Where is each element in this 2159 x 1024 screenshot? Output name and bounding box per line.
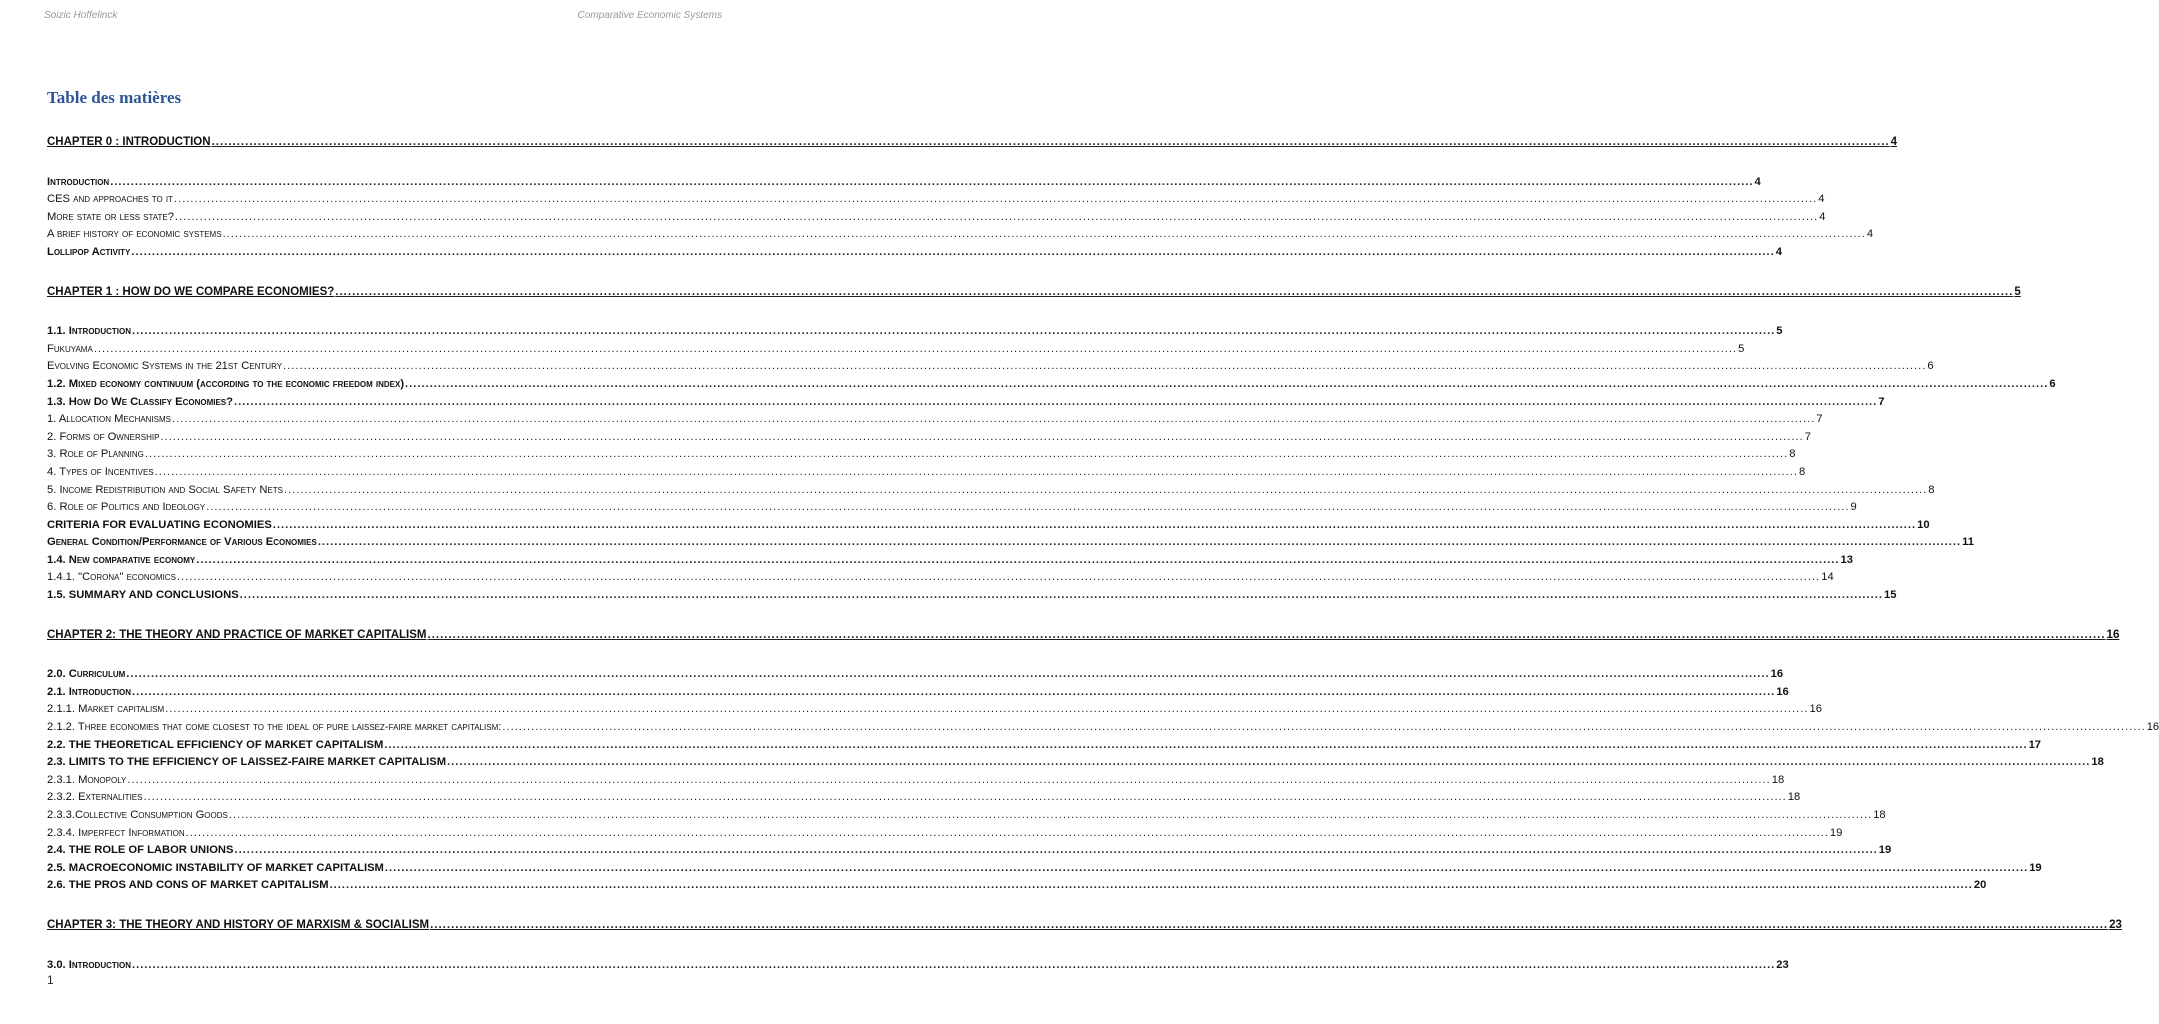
toc-entry[interactable] xyxy=(47,464,1806,482)
toc-page-number: 18 xyxy=(1873,809,1886,821)
header-course: Comparative Economic Systems xyxy=(577,10,722,21)
toc-page-number: 4 xyxy=(1819,210,1826,223)
toc-entry-title: 2.3.4. Imperfect Information xyxy=(47,826,185,839)
toc-page-number: 16 xyxy=(2146,721,2159,734)
toc-entry[interactable] xyxy=(47,825,1843,843)
toc-dot-leader: ................................................................................................................................................................................................................................................................................................................................................................................................................ xyxy=(131,958,1776,971)
toc-dot-leader: ................................................................................................................................................................................................................................................................................................................................................................................................................ xyxy=(233,395,1878,408)
toc-dot-leader: ................................................................................................................................................................................................................................................................................................................................................................................................................ xyxy=(384,861,2029,874)
toc-page-number: 4 xyxy=(1775,245,1782,258)
toc-entry[interactable] xyxy=(47,446,1796,464)
toc-page-number: 4 xyxy=(1866,228,1874,241)
toc-dot-leader: ................................................................................................................................................................................................................................................................................................................................................................................................................ xyxy=(427,628,2106,641)
toc-entry[interactable] xyxy=(47,376,2056,394)
toc-page-number: 6 xyxy=(2049,377,2056,390)
toc-entry-title: 1.4.1. "Corona" economics xyxy=(47,571,176,584)
toc-page-number: 9 xyxy=(1850,501,1857,514)
toc-entry-title: 4. Types of Incentives xyxy=(47,465,154,478)
toc-page-number: 10 xyxy=(1917,518,1930,531)
toc-entry[interactable] xyxy=(47,860,2042,878)
toc-entry[interactable] xyxy=(47,842,1892,860)
toc-page-number: 5 xyxy=(1776,325,1783,338)
toc-entry-title: 2.3.3.Collective Consumption Goods xyxy=(47,809,228,821)
toc-dot-leader: ................................................................................................................................................................................................................................................................................................................................................................................................................ xyxy=(131,245,1775,258)
toc-page-number: 19 xyxy=(2029,861,2042,874)
toc-chapter-entry[interactable] xyxy=(47,917,2122,935)
toc-entry[interactable] xyxy=(47,737,2042,755)
toc-page-number: 13 xyxy=(1840,553,1853,566)
toc-entry-title: 2.1.1. Market capitalism xyxy=(47,703,165,716)
toc-entry-title: 1. Allocation Mechanisms xyxy=(47,413,172,426)
toc-dot-leader: ................................................................................................................................................................................................................................................................................................................................................................................................................ xyxy=(173,193,1818,206)
toc-entry-title: 2.3. LIMITS TO THE EFFICIENCY OF LAISSEZ-FAIRE MARKET CAPITALISM xyxy=(47,756,447,769)
toc-page-number: 15 xyxy=(1883,589,1897,602)
toc-entry[interactable] xyxy=(47,499,1857,517)
toc-spacer xyxy=(47,301,721,323)
toc-page-number: 7 xyxy=(1804,430,1811,443)
toc-entry[interactable] xyxy=(47,394,1885,412)
toc-entry[interactable] xyxy=(47,666,1784,684)
toc-entry[interactable] xyxy=(47,534,1974,552)
toc-page-number: 16 xyxy=(1809,703,1822,716)
toc-entry[interactable] xyxy=(47,429,1811,447)
toc-entry[interactable] xyxy=(47,957,1789,975)
toc-entry[interactable] xyxy=(47,226,1874,244)
toc-dot-leader: ................................................................................................................................................................................................................................................................................................................................................................................................................ xyxy=(317,536,1962,549)
toc-entry[interactable] xyxy=(47,209,1826,227)
toc-spacer xyxy=(47,895,721,917)
toc-entry-title: 3.0. Introduction xyxy=(47,958,131,971)
toc-entry[interactable] xyxy=(47,772,1785,790)
toc-dot-leader: ................................................................................................................................................................................................................................................................................................................................................................................................................ xyxy=(447,756,2091,769)
toc-entry-title: 2.3.2. Externalities xyxy=(47,791,143,804)
toc-entry-title: 1.2. Mixed economy continuum (according to the economic freedom index) xyxy=(47,377,405,390)
toc-entry[interactable] xyxy=(47,807,1886,825)
toc-chapter-entry[interactable] xyxy=(47,284,2021,302)
page-number: 1 xyxy=(47,973,54,987)
toc-entry-title: CRITERIA FOR EVALUATING ECONOMIES xyxy=(47,518,272,531)
toc-spacer xyxy=(47,644,721,666)
toc-dot-leader: ................................................................................................................................................................................................................................................................................................................................................................................................................ xyxy=(93,342,1738,355)
table-of-contents xyxy=(47,134,2159,974)
toc-page-number: 8 xyxy=(1798,465,1806,478)
toc-entry-title: CHAPTER 2: THE THEORY AND PRACTICE OF MARKET CAPITALISM xyxy=(47,628,427,641)
toc-dot-leader: ................................................................................................................................................................................................................................................................................................................................................................................................................ xyxy=(405,377,2049,390)
toc-entry-title: 2.1.2. Three economies that come closest to the ideal of pure laissez-faire market capitalism: xyxy=(47,721,502,734)
toc-dot-leader: ................................................................................................................................................................................................................................................................................................................................................................................................................ xyxy=(143,791,1787,804)
toc-dot-leader: ................................................................................................................................................................................................................................................................................................................................................................................................................ xyxy=(211,136,1890,148)
toc-page-number: 18 xyxy=(2091,756,2104,769)
toc-page-number: 5 xyxy=(1738,342,1745,355)
toc-entry[interactable] xyxy=(47,323,1783,341)
toc-page-number: 4 xyxy=(1890,136,1897,148)
toc-page-number: 23 xyxy=(2109,918,2122,931)
toc-entry-title: 2.6. THE PROS AND CONS OF MARKET CAPITALISM xyxy=(47,879,329,892)
toc-entry[interactable] xyxy=(47,701,1822,719)
toc-entry-title: 6. Role of Politics and Ideology xyxy=(47,501,206,514)
toc-page-number: 20 xyxy=(1973,879,1987,892)
toc-entry[interactable] xyxy=(47,719,2159,737)
toc-dot-leader: ................................................................................................................................................................................................................................................................................................................................................................................................................ xyxy=(196,553,1840,566)
toc-entry-title: 1.1. Introduction xyxy=(47,325,131,338)
toc-entry[interactable] xyxy=(47,411,1823,429)
toc-entry-title: 2.4. THE ROLE OF LABOR UNIONS xyxy=(47,844,234,857)
toc-entry-title: Fukuyama xyxy=(47,342,93,355)
toc-page-number: 8 xyxy=(1789,448,1796,461)
toc-entry[interactable] xyxy=(47,587,1897,605)
toc-entry-title: CHAPTER 0 : INTRODUCTION xyxy=(47,136,211,148)
toc-entry-title: 2.5. MACROECONOMIC INSTABILITY OF MARKET CAPITALISM xyxy=(47,861,384,874)
toc-chapter-entry[interactable] xyxy=(47,134,1897,152)
toc-entry-title: Introduction xyxy=(47,175,110,188)
toc-entry-title: CHAPTER 1 : HOW DO WE COMPARE ECONOMIES? xyxy=(47,285,335,298)
toc-dot-leader: ................................................................................................................................................................................................................................................................................................................................................................................................................ xyxy=(110,175,1754,188)
toc-dot-leader: ................................................................................................................................................................................................................................................................................................................................................................................................................ xyxy=(144,448,1789,461)
toc-entry[interactable] xyxy=(47,174,1761,192)
toc-entry[interactable] xyxy=(47,754,2104,772)
toc-entry-title: A brief history of economic systems xyxy=(47,228,222,241)
toc-entry-title: CES and approaches to it xyxy=(47,193,173,206)
toc-dot-leader: ................................................................................................................................................................................................................................................................................................................................................................................................................ xyxy=(384,738,2028,751)
toc-dot-leader: ................................................................................................................................................................................................................................................................................................................................................................................................................ xyxy=(283,483,1928,496)
toc-entry-title: 1.3. How Do We Classify Economies? xyxy=(47,395,233,408)
toc-dot-leader: ................................................................................................................................................................................................................................................................................................................................................................................................................ xyxy=(154,465,1798,478)
toc-dot-leader: ................................................................................................................................................................................................................................................................................................................................................................................................................ xyxy=(206,501,1850,514)
toc-page-number: 16 xyxy=(2106,628,2120,641)
toc-dot-leader: ................................................................................................................................................................................................................................................................................................................................................................................................................ xyxy=(131,685,1776,698)
toc-entry-title: Lollipop Activity xyxy=(47,245,131,258)
toc-title: Table des matières xyxy=(47,88,182,107)
toc-entry[interactable] xyxy=(47,341,1745,359)
toc-page-number: 17 xyxy=(2028,738,2042,751)
toc-chapter-entry[interactable] xyxy=(47,627,2120,645)
toc-page-number: 4 xyxy=(1818,193,1825,206)
toc-entry[interactable] xyxy=(47,552,1853,570)
toc-dot-leader: ................................................................................................................................................................................................................................................................................................................................................................................................................ xyxy=(126,668,1770,681)
toc-page-number: 4 xyxy=(1754,175,1761,188)
toc-entry-title: Evolving Economic Systems in the 21st Century xyxy=(47,360,283,373)
toc-dot-leader: ................................................................................................................................................................................................................................................................................................................................................................................................................ xyxy=(131,325,1776,338)
toc-dot-leader: ................................................................................................................................................................................................................................................................................................................................................................................................................ xyxy=(283,360,1927,373)
toc-entry[interactable] xyxy=(47,789,1801,807)
toc-dot-leader: ................................................................................................................................................................................................................................................................................................................................................................................................................ xyxy=(239,589,1883,602)
toc-dot-leader: ................................................................................................................................................................................................................................................................................................................................................................................................................ xyxy=(165,703,1809,716)
toc-spacer xyxy=(47,152,721,174)
toc-dot-leader: ................................................................................................................................................................................................................................................................................................................................................................................................................ xyxy=(127,773,1771,786)
toc-dot-leader: ................................................................................................................................................................................................................................................................................................................................................................................................................ xyxy=(234,844,1878,857)
toc-entry-title: 3. Role of Planning xyxy=(47,448,144,461)
toc-entry-title: General Condition/Performance of Various Economies xyxy=(47,536,317,549)
toc-entry-title: 2.3.1. Monopoly xyxy=(47,773,127,786)
toc-dot-leader: ................................................................................................................................................................................................................................................................................................................................................................................................................ xyxy=(160,430,1804,443)
toc-spacer xyxy=(47,935,721,957)
toc-dot-leader: ................................................................................................................................................................................................................................................................................................................................................................................................................ xyxy=(174,210,1819,223)
toc-entry-title: 2.2. THE THEORETICAL EFFICIENCY OF MARKET CAPITALISM xyxy=(47,738,384,751)
toc-dot-leader: ................................................................................................................................................................................................................................................................................................................................................................................................................ xyxy=(329,879,1973,892)
toc-entry[interactable] xyxy=(47,684,1789,702)
toc-entry[interactable] xyxy=(47,191,1825,209)
toc-entry[interactable] xyxy=(47,517,1930,535)
toc-entry-title: More state or less state? xyxy=(47,210,174,223)
toc-page-number: 16 xyxy=(1770,668,1784,681)
toc-dot-leader: ................................................................................................................................................................................................................................................................................................................................................................................................................ xyxy=(228,809,1873,821)
toc-entry-title: 1.4. New comparative economy xyxy=(47,553,196,566)
toc-entry[interactable] xyxy=(47,358,1934,376)
toc-page-number: 7 xyxy=(1878,395,1885,408)
toc-dot-leader: ................................................................................................................................................................................................................................................................................................................................................................................................................ xyxy=(176,571,1821,584)
toc-page-number: 18 xyxy=(1787,791,1801,804)
toc-page-number: 23 xyxy=(1776,958,1789,971)
toc-page-number: 11 xyxy=(1962,536,1974,549)
toc-entry[interactable] xyxy=(47,569,1834,587)
toc-entry-title: 1.5. SUMMARY AND CONCLUSIONS xyxy=(47,589,239,602)
toc-entry[interactable] xyxy=(47,877,1987,895)
toc-page-number: 6 xyxy=(1927,360,1934,373)
toc-dot-leader: ................................................................................................................................................................................................................................................................................................................................................................................................................ xyxy=(430,918,2109,931)
toc-dot-leader: ................................................................................................................................................................................................................................................................................................................................................................................................................ xyxy=(272,518,1917,531)
toc-page-number: 5 xyxy=(2014,285,2021,298)
toc-entry-title: 5. Income Redistribution and Social Safety Nets xyxy=(47,483,283,496)
toc-dot-leader: ................................................................................................................................................................................................................................................................................................................................................................................................................ xyxy=(502,721,2146,734)
toc-entry-title: 2.1. Introduction xyxy=(47,685,131,698)
toc-page-number: 19 xyxy=(1878,844,1892,857)
toc-page-number: 18 xyxy=(1771,773,1785,786)
toc-page-number: 16 xyxy=(1776,685,1789,698)
toc-dot-leader: ................................................................................................................................................................................................................................................................................................................................................................................................................ xyxy=(172,413,1816,426)
toc-entry[interactable] xyxy=(47,482,1935,500)
toc-dot-leader: ................................................................................................................................................................................................................................................................................................................................................................................................................ xyxy=(222,228,1866,241)
toc-entry-title: CHAPTER 3: THE THEORY AND HISTORY OF MARXISM & SOCIALISM xyxy=(47,918,430,931)
toc-spacer xyxy=(47,262,721,284)
toc-page-number: 8 xyxy=(1928,483,1935,496)
header-author: Soizic Hoffelinck xyxy=(44,10,118,21)
toc-entry-title: 2. Forms of Ownership xyxy=(47,430,160,443)
toc-entry[interactable] xyxy=(47,244,1782,262)
toc-page-number: 7 xyxy=(1816,413,1823,426)
toc-entry-title: 2.0. Curriculum xyxy=(47,668,126,681)
toc-spacer xyxy=(47,605,721,627)
toc-dot-leader: ................................................................................................................................................................................................................................................................................................................................................................................................................ xyxy=(335,285,2014,298)
toc-page-number: 19 xyxy=(1829,826,1843,839)
toc-dot-leader: ................................................................................................................................................................................................................................................................................................................................................................................................................ xyxy=(185,826,1829,839)
toc-page-number: 14 xyxy=(1821,571,1834,584)
